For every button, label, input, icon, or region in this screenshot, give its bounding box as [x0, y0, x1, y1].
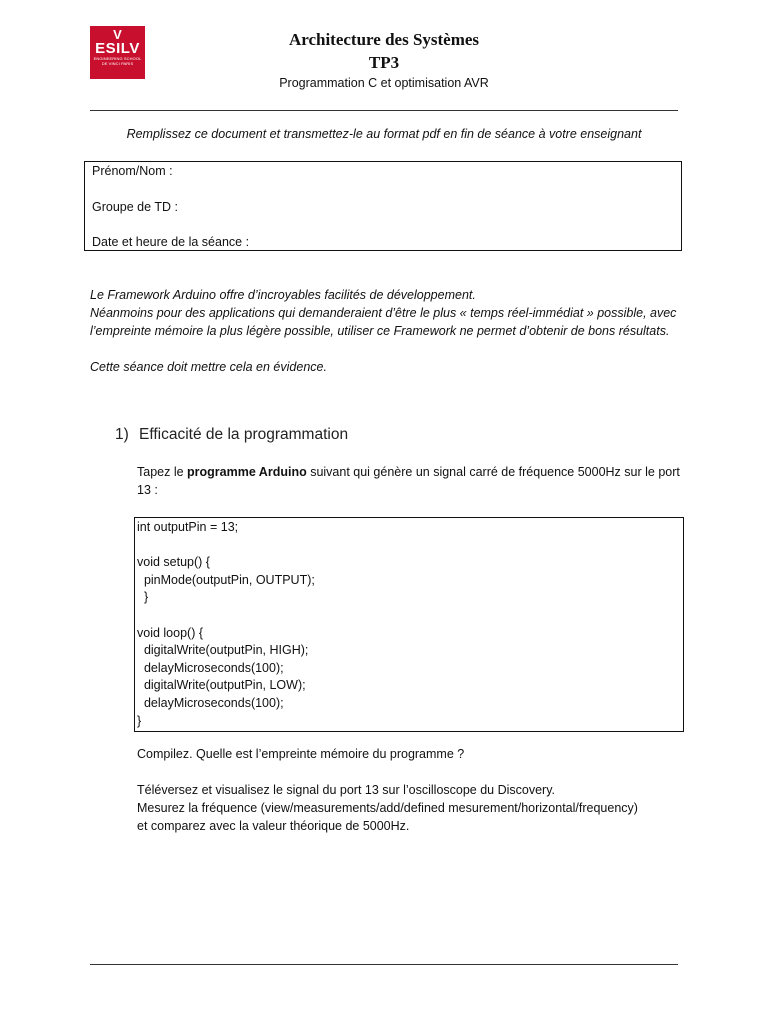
intro-line-1: Le Framework Arduino offre d’incroyables facilités de développement. — [90, 288, 476, 302]
code-line: pinMode(outputPin, OUTPUT); — [137, 572, 315, 587]
document-title: Architecture des Systèmes — [288, 30, 480, 49]
task-text-after: suivant qui génère un signal carré de fréquence 5000Hz sur le port 13 : — [137, 465, 680, 497]
intro-line-2: Néanmoins pour des applications qui demanderaient d’être le plus « temps réel-immédiat » possible, avec l’empreinte mémoire la plus légère possible, utiliser ce Framework ne permet d’obtenir de bons résultats. — [90, 306, 677, 338]
intro-line-3: Cette séance doit mettre cela en évidence. — [90, 360, 327, 374]
code-line: int outputPin = 13; — [137, 520, 239, 534]
code-line: digitalWrite(outputPin, HIGH); — [137, 643, 309, 658]
code-line: delayMicroseconds(100); — [137, 660, 284, 675]
code-line: void setup() { — [137, 555, 210, 570]
code-line — [137, 537, 683, 555]
logo-mark: V — [113, 27, 122, 42]
question-upload: Téléversez et visualisez le signal du port 13 sur l’oscilloscope du Discovery. — [137, 783, 556, 797]
question-measure-2: et comparez avec la valeur théorique de 5000Hz. — [137, 819, 410, 833]
header-divider — [90, 110, 678, 111]
task-instruction — [137, 463, 682, 499]
logo-subtitle-2: DE VINCI PARIS — [101, 61, 134, 66]
date-field-label: Date et heure de la séance : — [92, 235, 250, 249]
identity-box — [84, 161, 682, 251]
footer-divider — [90, 964, 678, 965]
section-title: Efficacité de la programmation — [139, 426, 349, 443]
task-text-before: Tapez le — [137, 465, 188, 479]
section-heading — [115, 425, 348, 445]
questions — [137, 745, 682, 835]
logo-brand: ESILV — [95, 40, 140, 57]
logo-subtitle-1: ENGINEERING SCHOOL — [93, 56, 142, 61]
question-measure-1: Mesurez la fréquence (view/measurements/add/defined mesurement/horizontal/frequency) — [137, 801, 638, 815]
intro-text — [90, 286, 680, 376]
code-line: } — [137, 590, 149, 605]
tp-number: TP3 — [368, 53, 400, 72]
name-field-label: Prénom/Nom : — [92, 164, 173, 178]
esilv-logo — [90, 26, 145, 79]
code-line — [137, 607, 683, 625]
code-line: delayMicroseconds(100); — [137, 695, 284, 710]
submission-instructions: Remplissez ce document et transmettez-le au format pdf en fin de séance à votre enseignant — [126, 127, 642, 141]
code-box — [134, 517, 684, 732]
section-number: 1) — [115, 426, 129, 443]
document-subtitle: Programmation C et optimisation AVR — [279, 76, 489, 90]
code-line: void loop() { — [137, 625, 204, 640]
task-text-bold: programme Arduino — [187, 465, 307, 479]
question-compile: Compilez. Quelle est l’empreinte mémoire du programme ? — [137, 747, 465, 761]
code-line: digitalWrite(outputPin, LOW); — [137, 678, 306, 693]
code-line: } — [137, 713, 142, 728]
group-field-label: Groupe de TD : — [92, 200, 178, 214]
